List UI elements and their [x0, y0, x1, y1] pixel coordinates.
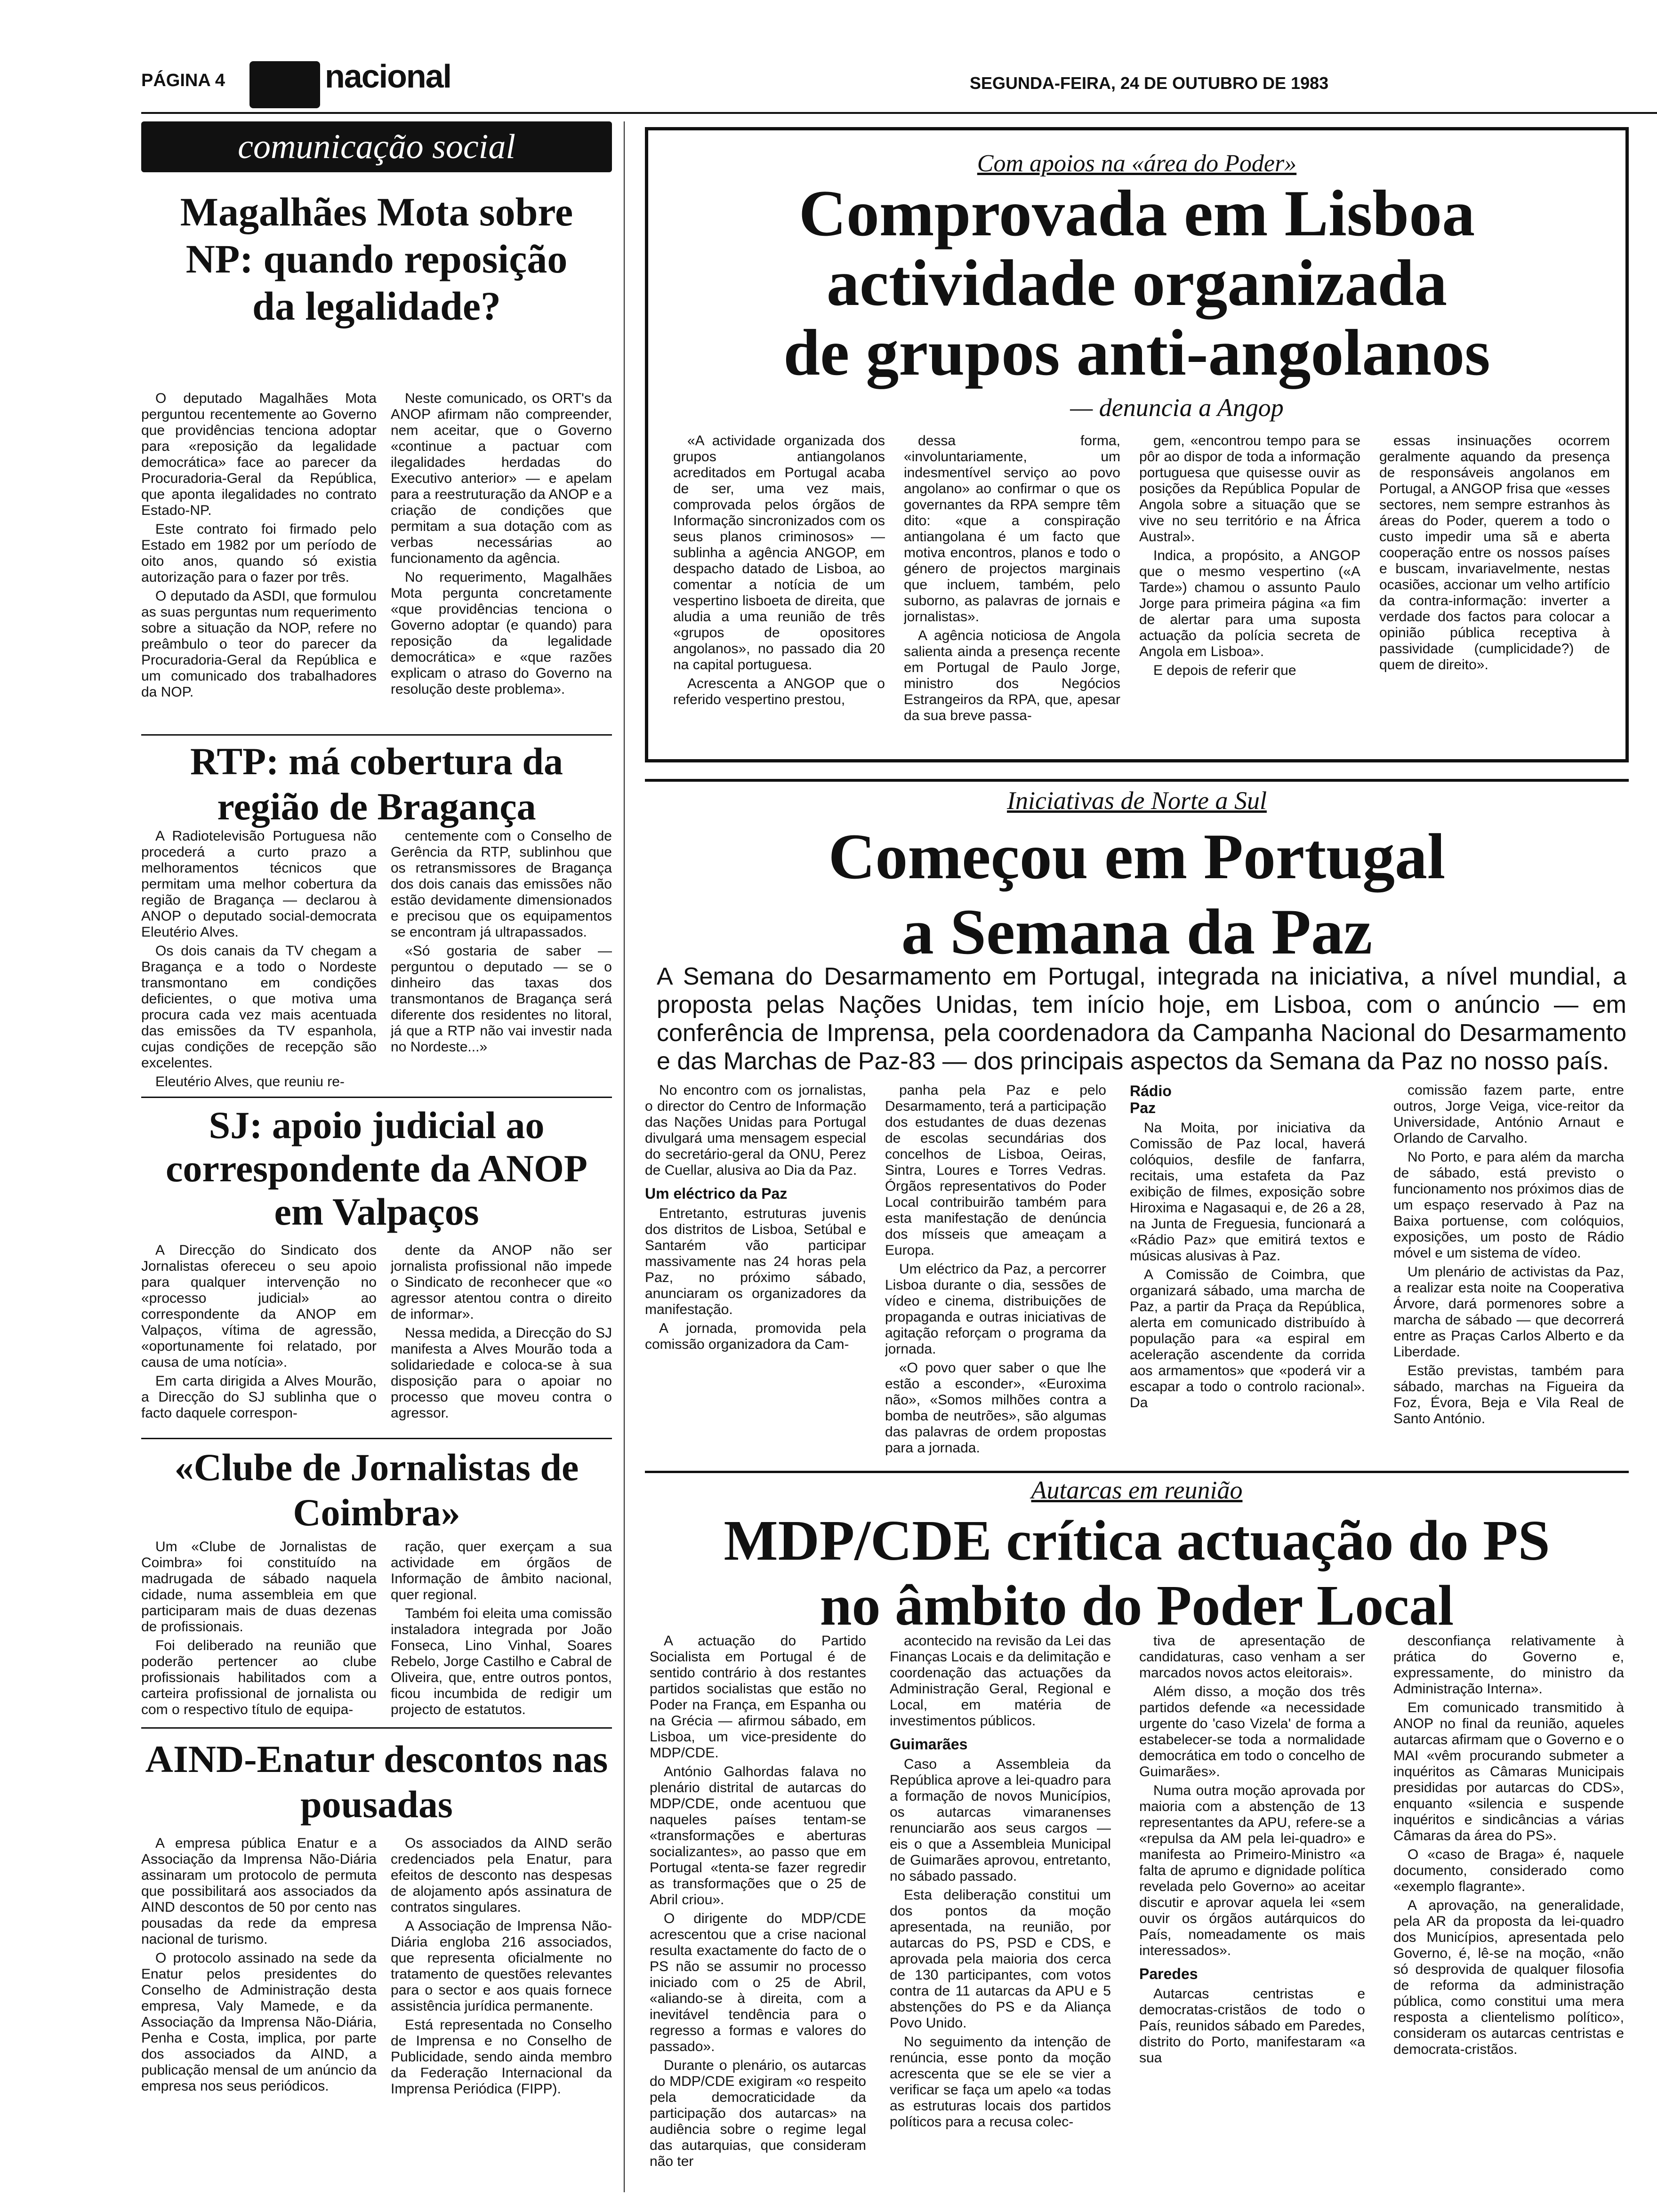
article-column: centemente com o Conselho de Gerência da RTP, sublinhou que os retransmissores de Bragança dos dois canais das emissões não estão devidamente dimensionados e precisou que os equipamentos se encontram já ultrapassados. «Só gostaria de saber — perguntou o deputado — se o dinheiro das taxas dos transmontanos de Bragança será diferente dos residentes no litoral, já que a RTP não vai investir nada no Nordeste...»: [391, 828, 612, 1055]
article-column: No encontro com os jornalistas, o director do Centro de Informação das Nações Unidas para Portugal divulgará uma mensagem especial do secretário-geral da ONU, Perez de Cuellar, alusiva ao Dia da Paz. Um eléctrico da Paz Entretanto, estruturas juvenis dos distritos de Lisboa, Setúbal e Santarém vão participar massivamente nas 24 horas pela Paz, no próximo sábado, anunciaram os organizadores da manifestação. A jornada, promovida pela comissão organizadora da Cam-: [645, 1082, 866, 1352]
page-header: [0, 56, 1657, 108]
article-column: A Radiotelevisão Portuguesa não procederá a curto prazo a melhoramentos técnicos que permitam uma melhor cobertura da região de Bragança — declarou à ANOP o deputado social-democrata Eleutério Alves. Os dois canais da TV chegam a Bragança e a todo o Nordeste transmontano em condições deficientes, o que motiva uma procura cada vez mais acentuada das emissões da TV espanhola, cujas condições de recepção são excelentes. Eleutério Alves, que reuniu re-: [141, 828, 377, 1090]
article-column: dente da ANOP não ser jornalista profissional não impede o Sindicato de reconhecer que «o agressor atentou contra o direito de informar». Nessa medida, a Direcção do SJ manifesta a Alves Mourão toda a solidariedade e coloca-se à sua disposição para o apoiar no processo que moveu contra o agressor.: [391, 1242, 612, 1421]
divider: [645, 779, 1629, 782]
divider: [141, 1438, 612, 1439]
article-column: desconfiança relativamente à prática do Governo e, expressamente, do ministro da Administração Interna». Em comunicado transmitido à ANOP no final da reunião, aqueles autarcas afirmam que o Governo e o MAI «vêm procurando submeter a inquéritos as Câmaras Municipais presididas por autarcas do CDS», enquanto «silencia e suspende inquéritos e sindicâncias a várias Câmaras da área do PS». O «caso de Braga» é, naquele documento, considerado como «exemplo flagrante». A aprovação, na generalidade, pela AR da proposta da lei-quadro dos Municípios, apresentada pelo Governo, é, lê-se na moção, «não só desprovida de qualquer filosofia de reforma da administração pública, como constitui uma mera resposta a clientelismo político», consideram os autarcas centristas e democrata-cristãos.: [1393, 1633, 1624, 2057]
divider: [141, 734, 612, 736]
article-title: AIND-Enatur descontos nas pousadas: [145, 1738, 608, 1826]
article-subhead: Rádio Paz: [1130, 1082, 1172, 1116]
header-rule: [141, 112, 1657, 114]
article-title: «Clube de Jornalistas de Coimbra»: [174, 1446, 579, 1534]
article-kicker: Com apoios na «área do Poder»: [977, 150, 1297, 177]
article-column: comissão fazem parte, entre outros, Jorge Veiga, vice-reitor da Universidade, António Arnaut e Orlando de Carvalho. No Porto, e para além da marcha de sábado, está previsto o funcionamento nos próximos dias de um espaço reservado à Paz na Baixa portuense, com colóquios, exposições, um posto de Rádio móvel e um sistema de vídeo. Um plenário de activistas da Paz, a realizar esta noite na Cooperativa Árvore, dará pormenores sobre a marcha de sábado — que decorrerá entre as Praças Carlos Alberto e da Liberdade. Estão previstas, também para sábado, marchas na Figueira da Foz, Évora, Beja e Vila Real de Santo António.: [1393, 1082, 1624, 1427]
divider: [141, 1727, 612, 1729]
article-title: SJ: apoio judicial ao correspondente da ANOP em Valpaços: [166, 1104, 587, 1233]
article-column: O deputado Magalhães Mota perguntou recentemente ao Governo que providências tenciona adoptar para «reposição da legalidade democrática» face ao parecer da Procuradoria-Geral da República, que aponta ilegalidades no contrato Estado-NP. Este contrato foi firmado pelo Estado em 1982 por um período de oito anos, quando só existia autorização para o fazer por três. O deputado da ASDI, que formulou as suas perguntas num requerimento sobre a situação da NOP, refere no preâmbulo o teor do parecer da Procuradoria-Geral da República e um comunicado dos trabalhadores da NOP.: [141, 391, 377, 700]
article-column: dessa forma, «involuntariamente, um indesmentível serviço ao povo angolano» ao confirmar o que os governantes da RPA sempre têm dito: «que a conspiração antiangolana é um facto que motiva encontros, planos e todo o género de projectos marginais que incluem, também, pelo suborno, as palavras de jornais e jornalistas». A agência noticiosa de Angola salienta ainda a presença recente em Portugal de Paulo Jorge, ministro dos Negócios Estrangeiros da RPA, que, apesar da sua breve passa-: [904, 433, 1120, 723]
article-subhead: Um eléctrico da Paz: [645, 1185, 788, 1202]
section-name: nacional: [325, 58, 451, 95]
column-divider: [624, 121, 625, 2192]
article-column: tiva de apresentação de candidaturas, caso venham a ser marcados novos actos eleitorais». Além disso, a moção dos três partidos defende «a necessidade urgente do 'caso Vizela' de forma a estabelecer-se toda a normalidade democrática em todo o concelho de Guimarães». Numa outra moção aprovada por maioria com a abstenção de 13 representantes da APU, refere-se a «repulsa da AM pela lei-quadro» e manifesta ao Primeiro-Ministro «a falta de aprumo e dignidade política revelada pelo Governo» ao aceitar discutir e aprovar aquela lei «sem ouvir os órgãos autárquicos do País, nomeadamente os mais interessados». Paredes Autarcas centristas e democratas-cristãos de todo o País, reunidos sábado em Paredes, distrito do Porto, manifestaram «a sua: [1139, 1633, 1365, 2066]
article-column: panha pela Paz e pelo Desarmamento, terá a participação dos estudantes de duas dezenas de escolas secundárias dos concelhos de Lisboa, Oeiras, Sintra, Loures e Torres Vedras. Órgãos representativos do Poder Local contribuirão também para esta manifestação de denúncia dos mísseis que ameaçam a Europa. Um eléctrico da Paz, a percorrer Lisboa durante o dia, sessões de vídeo e cinema, distribuições de propaganda e outras iniciativas de agitação reforçam o programa da jornada. «O povo quer saber o que lhe estão a esconder», «Euroxima não», «Somos milhões contra a bomba de neutrões», são algumas das palavras de ordem propostas para a jornada.: [885, 1082, 1106, 1456]
article-column: ração, quer exerçam a sua actividade em órgãos de Informação de âmbito nacional, quer regional. Também foi eleita uma comissão instaladora integrada por João Fonseca, Lino Vinhal, Soares Rebelo, Jorge Castilho e Cabral de Oliveira, que, entre outros pontos, ficou incumbida de redigir um projecto de estatutos.: [391, 1539, 612, 1717]
article-column: A empresa pública Enatur e a Associação da Imprensa Não-Diária assinaram um protocolo de permuta que possibilitará aos associados da AIND descontos de 50 por cento nas pousadas da rede da empresa nacional de turismo. O protocolo assinado na sede da Enatur pelos presidentes do Conselho de Administração desta empresa, Valy Mamede, e da Associação da Imprensa Não-Diária, Penha e Costa, implica, por parte dos associados da AIND, a publicação mensal de um anúncio da empresa nos seus periódicos.: [141, 1835, 377, 2094]
article-column: A actuação do Partido Socialista em Portugal é de sentido contrário à dos restantes partidos socialistas que estão no Poder na França, em Espanha ou na Grécia — afirmou sábado, em Lisboa, um vice-presidente do MDP/CDE. António Galhordas falava no plenário distrital de autarcas do MDP/CDE, onde acentuou que naqueles países tentam-se «transformações e aberturas socializantes», ao passo que em Portugal «tenta-se fazer regredir as transformações que o 25 de Abril criou». O dirigente do MDP/CDE acrescentou que a crise nacional resulta exactamente do facto de o PS não se assumir no processo iniciado com o 25 de Abril, «aliando-se à direita, com a inevitável tendência para o regresso a formas e valores do passado». Durante o plenário, os autarcas do MDP/CDE exigiram «o respeito pela democraticidade da participação dos autarcas» na audiência sobre o regime legal das autarquias, que consideram não ter: [650, 1633, 866, 2169]
section-logo-icon: [249, 61, 320, 108]
article-kicker: Autarcas em reunião: [1031, 1476, 1243, 1504]
article-column: essas insinuações ocorrem geralmente aquando da presença de responsáveis angolanos em Portugal, a ANGOP frisa que «esses sectores, nem sempre estranhos às áreas do Poder, querem a todo o custo impedir uma sã e aberta cooperação entre os nossos países e buscam, invariavelmente, nestas ocasiões, accionar um velho artifício da contra-informação: inverter a verdade dos factos para colocar a opinião pública receptiva à passividade (cumplicidade?) de quem de direito».: [1379, 433, 1610, 673]
article-headline: MDP/CDE crítica actuação do PS no âmbito do Poder Local: [724, 1509, 1550, 1637]
article-column: «A actividade organizada dos grupos antiangolanos acreditados em Portugal acaba de ser, uma vez mais, comprovada pelos órgãos de Informação sincronizados com os seus planos criminosos» — sublinha a agência ANGOP, em despacho datado de Lisboa, ao comentar a notícia de um vespertino lisboeta de direita, que aludia a uma reunião de três «grupos de opositores angolanos», no passado dia 20 na capital portuguesa. Acrescenta a ANGOP que o referido vespertino prestou,: [673, 433, 885, 707]
page-number: PÁGINA 4: [141, 71, 225, 90]
section-banner-text: comunicação social: [238, 128, 515, 166]
article-column: acontecido na revisão da Lei das Finanças Locais e da delimitação e coordenação das actuações da Administração Geral, Regional e Local, em matéria de investimentos públicos. Guimarães Caso a Assembleia da República aprove a lei-quadro para a formação de novos Municípios, os autarcas vimaranenses renunciarão aos seus cargos — eis o que a Assembleia Municipal de Guimarães aprovou, entretanto, no sábado passado. Esta deliberação constitui um dos pontos da moção apresentada, na reunião, por autarcas do PS, PSD e CDS, e aprovada pela maioria dos cerca de 130 participantes, com votos contra de 11 autarcas da APU e 5 abstenções do PS e da Aliança Povo Unido. No seguimento da intenção de renúncia, esse ponto da moção acrescenta que se ele se vier a verificar se faça um apelo «a todas as estruturas locais dos partidos políticos para a recusa colec-: [890, 1633, 1111, 2130]
article-headline: Comprovada em Lisboa actividade organizada de grupos anti-angolanos: [783, 177, 1490, 389]
article-column: Neste comunicado, os ORT's da ANOP afirmam não compreender, nem aceitar, que o Governo «continue a pactuar com ilegalidades herdadas do Executivo anterior» — e apelam para a reestruturação da ANOP e a criação de condições que permitam a sua dotação com as verbas necessárias ao funcionamento da agência. No requerimento, Magalhães Mota pergunta concretamente «que providências tenciona o Governo adoptar (e quando) para reposição da legalidade democrática» e «que razões explicam o atraso do Governo na resolução deste problema».: [391, 391, 612, 697]
article-column: gem, «encontrou tempo para se pôr ao dispor de toda a informação portuguesa que quisesse ouvir as posições da República Popular de Angola sobre a situação que se vive no seu território e na África Austral». Indica, a propósito, a ANGOP que o mesmo vespertino («A Tarde») chamou o assunto Paulo Jorge para primeira página «a fim de alertar para uma suposta actuação da polícia secreta de Angola em Lisboa». E depois de referir que: [1139, 433, 1360, 678]
article-byline: — denuncia a Angop: [1070, 393, 1284, 422]
article-column: A Direcção do Sindicato dos Jornalistas ofereceu o seu apoio para qualquer intervenção no «processo judicial» ao correspondente da ANOP em Valpaços, vítima de agressão, «oportunamente foi relatado, por causa de uma notícia». Em carta dirigida a Alves Mourão, a Direcção do SJ sublinha que o facto daquele correspon-: [141, 1242, 377, 1421]
article-lead: A Semana do Desarmamento em Portugal, integrada na iniciativa, a nível mundial, a proposta pelas Nações Unidas, tem início hoje, em Lisboa, com o anúncio — em conferência de Imprensa, pela coordenadora da Campanha Nacional do Desarmamento e das Marchas de Paz-83 — dos principais aspectos da Semana da Paz no nosso país.: [657, 963, 1626, 1075]
article-kicker: Iniciativas de Norte a Sul: [1007, 786, 1267, 815]
article-title: Magalhães Mota sobre NP: quando reposição da legalidade?: [180, 189, 573, 329]
article-title: RTP: má cobertura da região de Bragança: [190, 740, 563, 828]
article-column: Um «Clube de Jornalistas de Coimbra» foi constituído na madrugada de sábado naquela cidade, numa assembleia em que participaram mais de duas dezenas de profissionais. Foi deliberado na reunião que poderão pertencer ao clube profissionais habilitados com a carteira profissional de jornalista ou com o respectivo título de equipa-: [141, 1539, 377, 1717]
article-headline: Começou em Portugal a Semana da Paz: [828, 820, 1446, 968]
section-banner: [141, 121, 612, 172]
article-subhead: Paredes: [1139, 1965, 1198, 1982]
page-date: SEGUNDA-FEIRA, 24 DE OUTUBRO DE 1983: [970, 73, 1329, 93]
article-column: Os associados da AIND serão credenciados pela Enatur, para efeitos de desconto nas despesas de alojamento após assinatura de contratos singulares. A Associação de Imprensa Não-Diária engloba 216 associados, que representa oficialmente no tratamento de questões relevantes para o sector e aos quais fornece assistência jurídica permanente. Está representada no Conselho de Imprensa e no Conselho de Publicidade, sendo ainda membro da Federação Internacional da Imprensa Periódica (FIPP).: [391, 1835, 612, 2097]
divider: [141, 1097, 612, 1098]
divider: [645, 1471, 1629, 1473]
article-subhead: Guimarães: [890, 1736, 968, 1753]
article-column: Rádio Paz Na Moita, por iniciativa da Comissão de Paz local, haverá colóquios, desfile de fanfarra, recitais, uma estafeta da Paz exibição de filmes, exposição sobre Hiroxima e Nagasaqui e, de 26 a 28, na Junta de Freguesia, funcionará a «Rádio Paz» que emitirá textos e músicas alusivas à Paz. A Comissão de Coimbra, que organizará sábado, uma marcha de Paz, a partir da Praça da República, alerta em comunicado distribuído à população para «a espiral em aceleração ascendente da corrida aos armamentos» que «poderá vir a escapar a todo o controlo racional». Da: [1130, 1082, 1365, 1411]
